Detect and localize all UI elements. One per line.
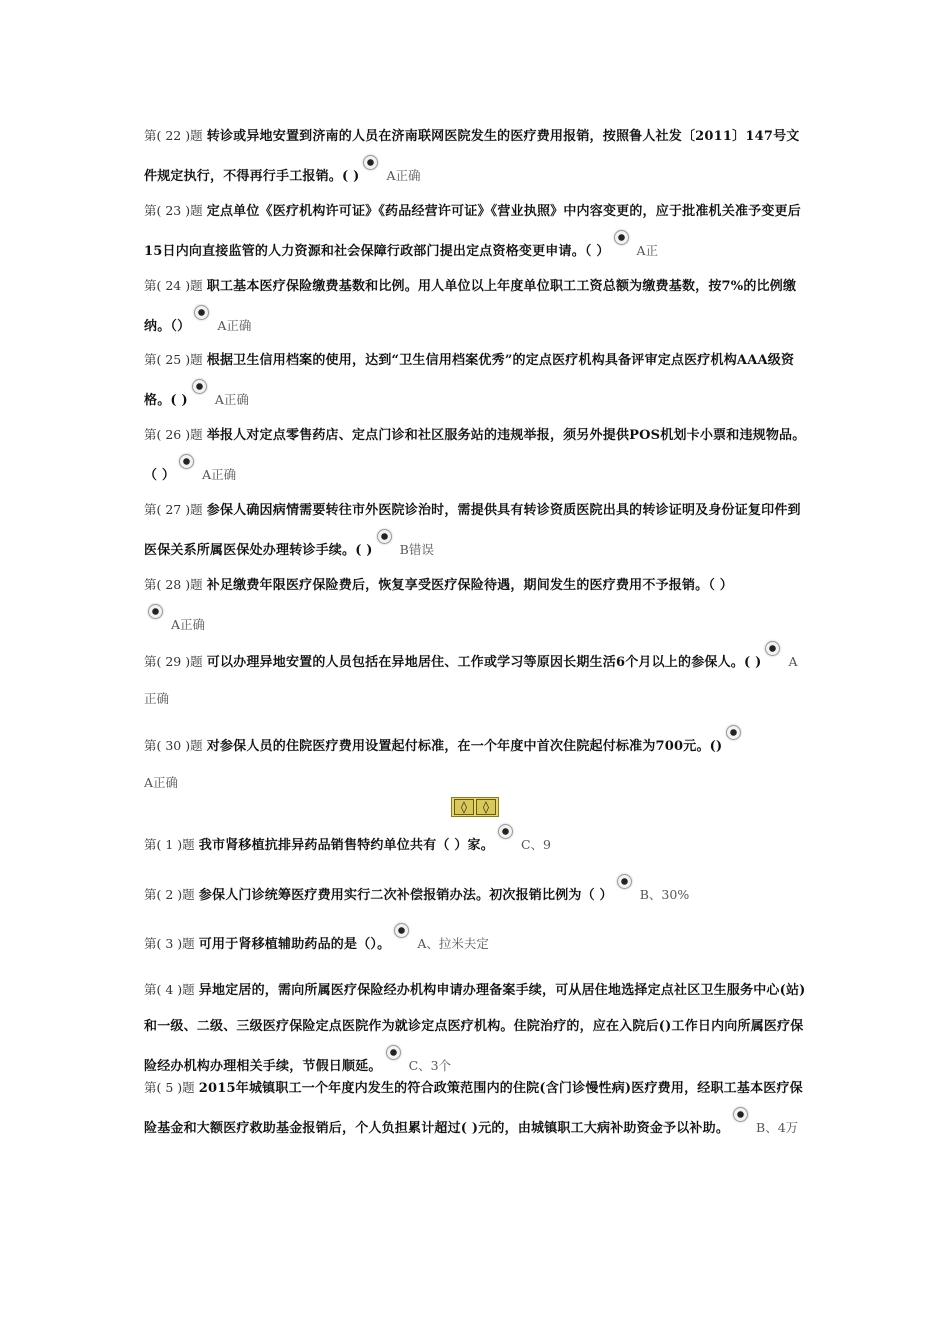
question-text: 根据卫生信用档案的使用，达到“卫生信用档案优秀”的定点医疗机构具备评审定点医疗机构AAA级资格。( ): [144, 353, 795, 408]
answer-text: C、3个: [408, 1058, 452, 1073]
answer-text: A正确: [171, 617, 206, 632]
question-24: [144, 268, 808, 345]
radio-selected-icon[interactable]: [148, 604, 163, 619]
answer-text: B、30%: [639, 887, 690, 902]
radio-selected-icon[interactable]: [377, 529, 392, 544]
question-text: 参保人门诊统筹医疗费用实行二次补偿报销办法。初次报销比例为（ ）: [198, 888, 613, 903]
question-2: [144, 874, 808, 914]
question-text: 异地定居的，需向所属医疗保险经办机构申请办理备案手续，可从居住地选择定点社区卫生服务中心(站)和一级、二级、三级医疗保险定点医院作为就诊定点医疗机构。住院治疗的，应在入院后()工作日内向所属医疗保险经办机构办理相关手续，节假日顺延。: [144, 983, 806, 1074]
answer-text: A正确: [217, 318, 252, 333]
question-number: 第( 1 )题: [144, 837, 195, 852]
answer-text: A正确: [144, 654, 798, 706]
question-text: 可以办理异地安置的人员包括在异地居住、工作或学习等原因长期生活6个月以上的参保人。( ): [206, 655, 762, 670]
question-text: 对参保人员的住院医疗费用设置起付标准，在一个年度中首次住院起付标准为700元。(): [206, 739, 723, 754]
question-number: 第( 26 )题: [144, 427, 203, 442]
question-number: 第( 28 )题: [144, 577, 203, 592]
question-27: [144, 492, 808, 569]
answer-text: B错误: [399, 542, 434, 557]
question-5: [144, 1070, 808, 1147]
question-text: 参保人确因病情需要转往市外医院诊治时，需提供具有转诊资质医院出具的转诊证明及身份证复印件到医保关系所属医保处办理转诊手续。( ): [144, 503, 801, 558]
question-22: [144, 118, 808, 195]
question-number: 第( 22 )题: [144, 128, 203, 143]
question-text: 我市肾移植抗排异药品销售特约单位共有（ ）家。: [198, 838, 494, 853]
question-number: 第( 23 )题: [144, 203, 203, 218]
radio-selected-icon[interactable]: [733, 1107, 748, 1122]
answer-text: A正确: [386, 168, 421, 183]
question-text: 定点单位《医疗机构许可证》《药品经营许可证》《营业执照》中内容变更的，应于批准机关准予变更后15日内向直接监管的人力资源和社会保障行政部门提出定点资格变更申请。（ ）: [144, 204, 801, 259]
answer-text: A正确: [214, 392, 249, 407]
radio-selected-icon[interactable]: [765, 641, 780, 656]
question-text: 转诊或异地安置到济南的人员在济南联网医院发生的医疗费用报销，按照鲁人社发〔2011〕147号文件规定执行，不得再行手工报销。( ): [144, 129, 800, 184]
question-28: [144, 567, 808, 644]
question-29: [144, 641, 808, 718]
question-text: 可用于肾移植辅助药品的是（）。: [198, 937, 391, 952]
answer-text: A、拉米夫定: [417, 936, 489, 951]
question-number: 第( 30 )题: [144, 738, 203, 753]
radio-selected-icon[interactable]: [617, 874, 632, 889]
question-number: 第( 3 )题: [144, 936, 195, 951]
answer-text: A正: [636, 243, 659, 258]
radio-selected-icon[interactable]: [394, 923, 409, 938]
answer-text: C、9: [520, 837, 551, 852]
radio-selected-icon[interactable]: [726, 725, 741, 740]
prev-page-icon[interactable]: ◊: [454, 799, 474, 815]
question-number: 第( 24 )题: [144, 278, 203, 293]
question-text: 职工基本医疗保险缴费基数和比例。用人单位以上年度单位职工工资总额为缴费基数，按7%的比例缴纳。（）: [144, 279, 797, 334]
radio-selected-icon[interactable]: [194, 305, 209, 320]
question-number: 第( 5 )题: [144, 1080, 195, 1095]
question-number: 第( 2 )题: [144, 887, 195, 902]
question-text: 举报人对定点零售药店、定点门诊和社区服务站的违规举报，须另外提供POS机划卡小票和违规物品。（ ）: [144, 428, 806, 483]
answer-text: B、4万: [756, 1120, 799, 1135]
question-4: [144, 972, 808, 1085]
answer-text: A正确: [144, 775, 179, 790]
question-text: 补足缴费年限医疗保险费后，恢复享受医疗保险待遇，期间发生的医疗费用不予报销。（ ）: [206, 578, 733, 593]
radio-selected-icon[interactable]: [386, 1045, 401, 1060]
page-navigation: [451, 797, 499, 817]
radio-selected-icon[interactable]: [363, 155, 378, 170]
question-23: [144, 193, 808, 270]
question-number: 第( 25 )题: [144, 352, 203, 367]
next-page-icon[interactable]: ◊: [476, 799, 496, 815]
question-3: [144, 923, 808, 963]
answer-text: A正确: [202, 467, 237, 482]
radio-selected-icon[interactable]: [192, 379, 207, 394]
radio-selected-icon[interactable]: [179, 454, 194, 469]
question-text: 2015年城镇职工一个年度内发生的符合政策范围内的住院(含门诊慢性病)医疗费用，经职工基本医疗保险基金和大额医疗救助基金报销后，个人负担累计超过( )元的，由城镇职工大病补助资金予以补助。: [144, 1081, 803, 1136]
question-1: [144, 824, 808, 864]
question-number: 第( 27 )题: [144, 502, 203, 517]
question-30: [144, 725, 808, 802]
question-number: 第( 29 )题: [144, 654, 203, 669]
radio-selected-icon[interactable]: [498, 824, 513, 839]
question-26: [144, 417, 808, 494]
question-25: [144, 342, 808, 419]
question-number: 第( 4 )题: [144, 982, 195, 997]
radio-selected-icon[interactable]: [614, 230, 629, 245]
